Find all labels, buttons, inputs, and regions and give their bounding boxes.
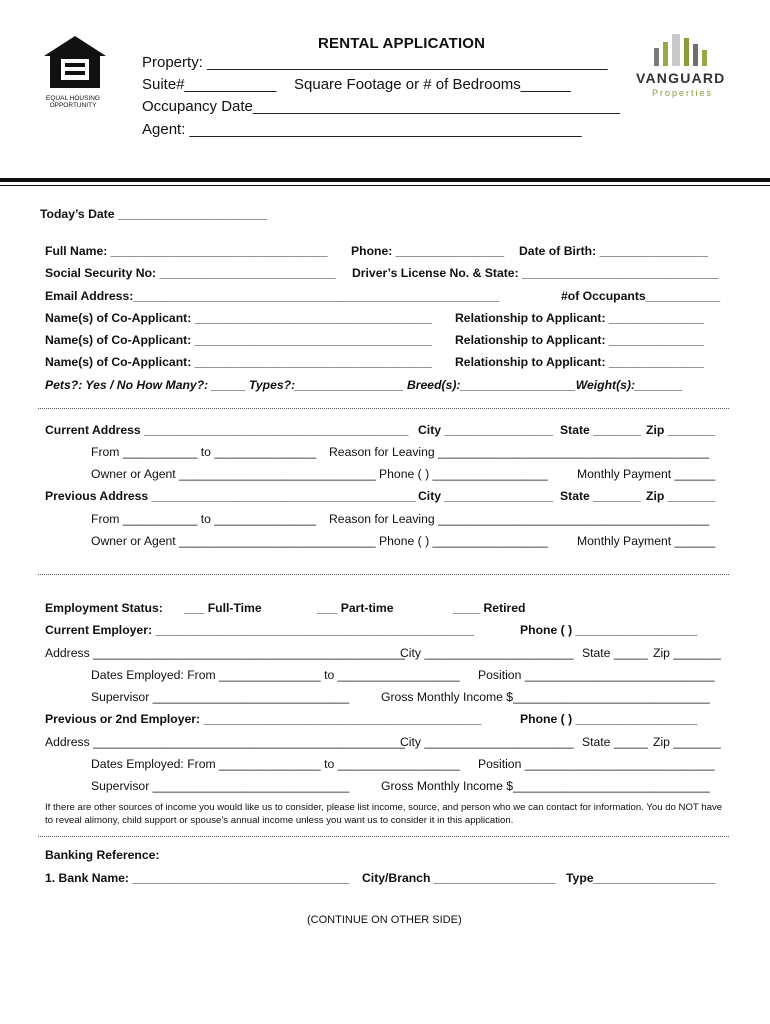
suite-field[interactable]: Suite#___________ xyxy=(142,76,277,93)
owner-agent-1-field[interactable]: Owner or Agent _____________________________ Phone ( ) _________________ xyxy=(91,467,548,481)
from-to-1-field[interactable]: From ___________ to _______________ xyxy=(91,445,316,459)
employer-1-zip-field[interactable]: Zip _______ xyxy=(653,646,721,660)
vanguard-name: VANGUARD xyxy=(636,70,726,86)
dates-employed-2-field[interactable]: Dates Employed: From _______________ to __________________ xyxy=(91,757,460,771)
monthly-payment-1-field[interactable]: Monthly Payment ______ xyxy=(577,467,716,481)
coapplicant-1-field[interactable]: Name(s) of Co-Applicant: ___________________________________ xyxy=(45,311,432,325)
supervisor-1-field[interactable]: Supervisor _____________________________ xyxy=(91,690,350,704)
relationship-1-field[interactable]: Relationship to Applicant: ______________ xyxy=(455,311,704,325)
dob-field[interactable]: Date of Birth: ________________ xyxy=(519,244,709,258)
section-divider xyxy=(38,408,729,409)
owner-agent-2-field[interactable]: Owner or Agent _____________________________ Phone ( ) _________________ xyxy=(91,534,548,548)
fulltime-option[interactable]: ___ Full-Time xyxy=(184,601,262,615)
gross-income-1-field[interactable]: Gross Monthly Income $_____________________________ xyxy=(381,690,710,704)
equal-housing-text-2: OPPORTUNITY xyxy=(49,102,97,109)
gross-income-2-field[interactable]: Gross Monthly Income $_____________________________ xyxy=(381,779,710,793)
section-divider xyxy=(38,836,729,837)
monthly-payment-2-field[interactable]: Monthly Payment ______ xyxy=(577,534,716,548)
coapplicant-3-field[interactable]: Name(s) of Co-Applicant: ___________________________________ xyxy=(45,355,432,369)
employer-1-state-field[interactable]: State _____ xyxy=(582,646,648,660)
occupants-field[interactable]: #of Occupants___________ xyxy=(561,289,721,303)
phone-field[interactable]: Phone: ________________ xyxy=(351,244,505,258)
current-address-field[interactable]: Current Address _______________________________________ xyxy=(45,423,409,437)
parttime-option[interactable]: ___ Part-time xyxy=(317,601,394,615)
vanguard-properties: Properties xyxy=(652,88,714,98)
bank-name-field[interactable]: 1. Bank Name: ________________________________ xyxy=(45,871,350,885)
equal-housing-text-1: EQUAL HOUSING xyxy=(46,95,100,102)
employer-1-city-field[interactable]: City ______________________ xyxy=(400,646,574,660)
current-employer-field[interactable]: Current Employer: _______________________________________________ xyxy=(45,623,474,637)
employer-2-city-field[interactable]: City ______________________ xyxy=(400,735,574,749)
coapplicant-2-field[interactable]: Name(s) of Co-Applicant: ___________________________________ xyxy=(45,333,432,347)
current-state-field[interactable]: State _______ xyxy=(560,423,641,437)
header-divider-thick xyxy=(0,178,770,182)
employer-2-state-field[interactable]: State _____ xyxy=(582,735,648,749)
account-type-field[interactable]: Type__________________ xyxy=(566,871,716,885)
relationship-3-field[interactable]: Relationship to Applicant: ______________ xyxy=(455,355,704,369)
banking-reference-title: Banking Reference: xyxy=(45,848,160,862)
house-icon xyxy=(40,34,110,90)
relationship-2-field[interactable]: Relationship to Applicant: ______________ xyxy=(455,333,704,347)
vanguard-logo xyxy=(630,30,740,100)
building-bars-icon xyxy=(630,30,740,70)
current-city-field[interactable]: City ________________ xyxy=(418,423,553,437)
previous-address-field[interactable]: Previous Address _______________________________________ xyxy=(45,489,416,503)
previous-employer-field[interactable]: Previous or 2nd Employer: _________________________________________ xyxy=(45,712,482,726)
employer-1-address-field[interactable]: Address ______________________________________________ xyxy=(45,646,405,660)
drivers-license-field[interactable]: Driver’s License No. & State: _____________________________ xyxy=(352,266,719,280)
sqft-field[interactable]: Square Footage or # of Bedrooms______ xyxy=(294,76,571,93)
retired-option[interactable]: ____ Retired xyxy=(453,601,526,615)
from-to-2-field[interactable]: From ___________ to _______________ xyxy=(91,512,316,526)
previous-city-field[interactable]: City ________________ xyxy=(418,489,553,503)
pets-field[interactable]: Pets?: Yes / No How Many?: _____ Types?:________________ Breed(s):_________________Weight(s):_______ xyxy=(45,378,683,392)
other-income-note: If there are other sources of income you would like us to consider, please list income, source, and person who we can contact for information. You do NOT have to reveal alimony, child support or spouse’s annual income unless you want us to consider it in this application. xyxy=(45,802,723,826)
todays-date-field[interactable]: Today’s Date ______________________ xyxy=(40,207,268,221)
position-2-field[interactable]: Position ____________________________ xyxy=(478,757,715,771)
previous-employer-phone-field[interactable]: Phone ( ) __________________ xyxy=(520,712,698,726)
employment-status-label: Employment Status: xyxy=(45,601,163,615)
section-divider xyxy=(38,574,729,575)
employer-2-zip-field[interactable]: Zip _______ xyxy=(653,735,721,749)
supervisor-2-field[interactable]: Supervisor _____________________________ xyxy=(91,779,350,793)
page-title: RENTAL APPLICATION xyxy=(318,35,486,52)
previous-state-field[interactable]: State _______ xyxy=(560,489,641,503)
ssn-field[interactable]: Social Security No: __________________________ xyxy=(45,266,336,280)
dates-employed-1-field[interactable]: Dates Employed: From _______________ to __________________ xyxy=(91,668,460,682)
previous-zip-field[interactable]: Zip _______ xyxy=(646,489,716,503)
city-branch-field[interactable]: City/Branch __________________ xyxy=(362,871,556,885)
current-zip-field[interactable]: Zip _______ xyxy=(646,423,716,437)
agent-field[interactable]: Agent: _______________________________________________ xyxy=(142,121,582,138)
reason-leaving-2-field[interactable]: Reason for Leaving ________________________________________ xyxy=(329,512,710,526)
reason-leaving-1-field[interactable]: Reason for Leaving ________________________________________ xyxy=(329,445,710,459)
header-divider-thin xyxy=(0,185,770,186)
occupancy-date-field[interactable]: Occupancy Date____________________________________________ xyxy=(142,98,620,115)
equal-housing-logo xyxy=(40,34,110,109)
full-name-field[interactable]: Full Name: ________________________________ xyxy=(45,244,328,258)
position-1-field[interactable]: Position ____________________________ xyxy=(478,668,715,682)
continue-footer: (CONTINUE ON OTHER SIDE) xyxy=(307,914,462,926)
employer-2-address-field[interactable]: Address ______________________________________________ xyxy=(45,735,405,749)
property-field[interactable]: Property: ________________________________________________ xyxy=(142,54,608,71)
current-employer-phone-field[interactable]: Phone ( ) __________________ xyxy=(520,623,698,637)
email-field[interactable]: Email Address:______________________________________________________ xyxy=(45,289,500,303)
